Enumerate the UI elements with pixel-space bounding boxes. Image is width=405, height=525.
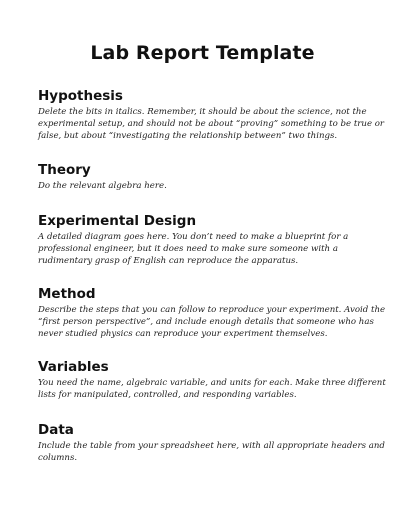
body-line: Include the table from your spreadsheet here, with all appropriate headers and bbox=[38, 441, 385, 451]
section-heading: Theory bbox=[38, 162, 91, 178]
section-heading: Experimental Design bbox=[38, 213, 197, 229]
section-body bbox=[38, 377, 386, 401]
body-line: Delete the bits in italics. Remember, it should be about the science, not the bbox=[38, 107, 367, 117]
body-line: columns. bbox=[38, 453, 78, 463]
section-body bbox=[38, 440, 385, 464]
section-heading: Variables bbox=[38, 359, 109, 375]
section-theory bbox=[38, 162, 373, 192]
body-line: experimental setup, and should not be about “proving” something to be true or bbox=[38, 119, 385, 129]
body-line: false, but about “investigating the relationship between” two things. bbox=[38, 131, 338, 141]
page-title: Lab Report Template bbox=[90, 42, 315, 64]
section-experimental-design bbox=[38, 213, 373, 267]
body-line: A detailed diagram goes here. You don’t need to make a blueprint for a bbox=[38, 232, 349, 242]
body-line: Describe the steps that you can follow to reproduce your experiment. Avoid the bbox=[38, 305, 386, 315]
section-heading: Data bbox=[38, 422, 74, 438]
section-heading: Method bbox=[38, 286, 96, 302]
section-body bbox=[38, 106, 385, 142]
section-body bbox=[38, 180, 373, 192]
section-data bbox=[38, 422, 385, 464]
section-body bbox=[38, 231, 373, 267]
section-hypothesis bbox=[38, 88, 385, 142]
body-line: never studied physics can reproduce your experiment themselves. bbox=[38, 329, 328, 339]
body-line: professional engineer, but it does need to make sure someone with a bbox=[38, 244, 338, 254]
section-variables bbox=[38, 359, 386, 401]
section-heading: Hypothesis bbox=[38, 88, 123, 104]
body-line: You need the name, algebraic variable, and units for each. Make three different bbox=[38, 378, 386, 388]
body-line: Do the relevant algebra here. bbox=[38, 181, 167, 191]
body-line: lists for manipulated, controlled, and responding variables. bbox=[38, 390, 297, 400]
section-body bbox=[38, 304, 386, 340]
body-line: “first person perspective”, and include enough details that someone who has bbox=[38, 317, 374, 327]
body-line: rudimentary grasp of English can reproduce the apparatus. bbox=[38, 256, 299, 266]
section-method bbox=[38, 286, 386, 340]
